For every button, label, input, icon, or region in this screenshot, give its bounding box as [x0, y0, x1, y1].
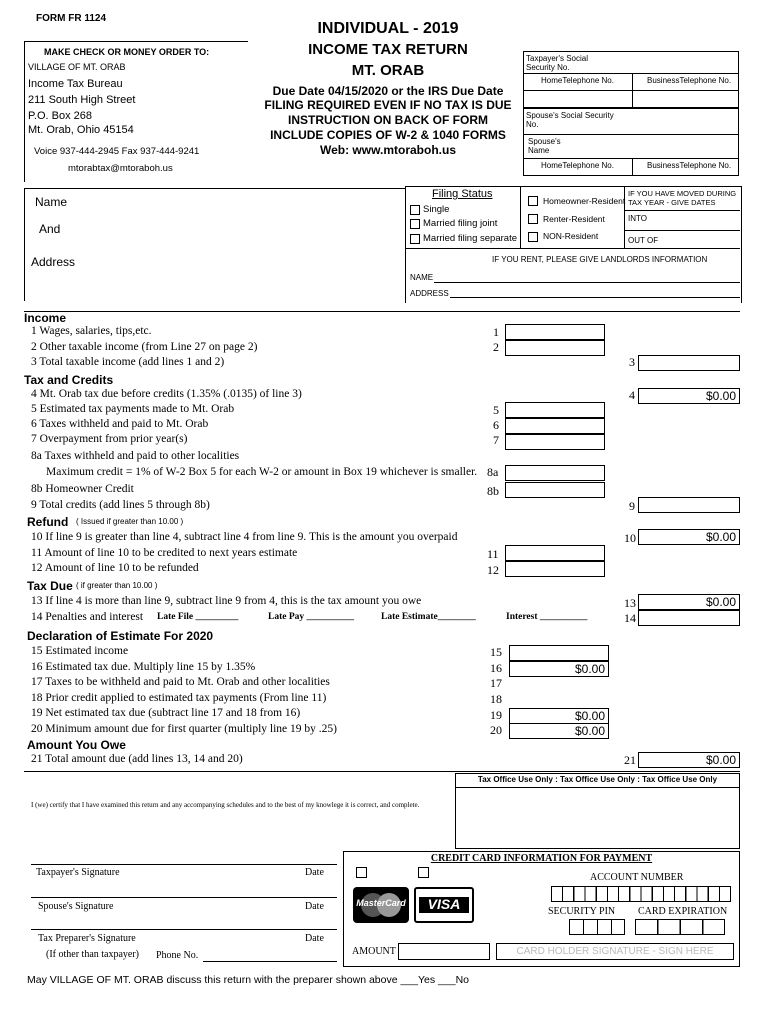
line-8b-amount[interactable]	[505, 482, 605, 498]
line-number: 16	[490, 661, 502, 675]
late-pay-field[interactable]: Late Pay __________	[268, 612, 355, 622]
preparer-other-label: (If other than taxpayer)	[46, 949, 140, 960]
line-20-amount[interactable]: $0.00	[509, 723, 609, 739]
line-number: 8b	[487, 484, 499, 498]
line-number: 7	[493, 433, 499, 447]
taxpayer-ssn-label: Taxpayer's Social Security No.	[526, 54, 588, 72]
line-number: 17	[490, 676, 502, 690]
line-8a-detail: Maximum credit = 1% of W-2 Box 5 for each W-2 or amount in Box 19 whichever is smaller.	[46, 466, 478, 478]
line-number: 8a	[487, 465, 499, 479]
amount-owe-heading: Amount You Owe	[27, 738, 126, 752]
preparer-phone-line[interactable]	[203, 961, 337, 962]
spouse-date-label: Date	[305, 901, 324, 912]
website: Web: www.mtoraboh.us	[319, 143, 456, 157]
line-number: 10	[624, 531, 636, 545]
payee-street: 211 South High Street	[28, 94, 136, 106]
late-file-field[interactable]: Late File _________	[157, 612, 239, 622]
line-21-label: 21 Total amount due (add lines 13, 14 and 20)	[31, 753, 243, 765]
estimate-heading	[27, 629, 213, 643]
include-copies: INCLUDE COPIES OF W-2 & 1040 FORMS	[270, 128, 506, 142]
homeowner-label: Homeowner-Resident	[543, 196, 626, 206]
preparer-signature-line[interactable]	[31, 929, 337, 930]
preparer-signature-label: Tax Preparer's Signature	[38, 933, 136, 944]
account-number-label: ACCOUNT NUMBER	[590, 872, 684, 883]
landlord-name-label: NAME	[410, 273, 434, 282]
line-9-amount[interactable]	[638, 497, 740, 513]
and-label: And	[39, 222, 61, 236]
line-14-amount[interactable]	[638, 610, 740, 626]
section-divider	[24, 311, 740, 312]
mastercard-logo	[353, 887, 409, 923]
line-4-amount[interactable]: $0.00	[638, 388, 740, 404]
line-number: 11	[487, 547, 499, 561]
line-15-amount[interactable]	[509, 645, 609, 661]
preparer-phone-label: Phone No.	[156, 950, 199, 961]
certification-text: I (we) certify that I have examined this return and any accompanying schedules and to the best of my knowlege it is correct, and complete.	[31, 801, 420, 809]
card-expiration-label: CARD EXPIRATION	[638, 906, 728, 917]
line-7-label: 7 Overpayment from prior year(s)	[31, 433, 188, 445]
section-divider	[24, 771, 740, 772]
address-label: Address	[31, 255, 76, 269]
line-11-amount[interactable]	[505, 545, 605, 561]
estimate-year: 2020	[186, 629, 214, 643]
tax-due-heading: Tax Due	[27, 579, 73, 593]
form-title: INDIVIDUAL - 2019	[317, 20, 459, 37]
line-number: 6	[493, 418, 499, 432]
line-10-amount[interactable]: $0.00	[638, 529, 740, 545]
spouse-signature-line[interactable]	[31, 897, 337, 898]
visa-logo	[414, 887, 474, 923]
moved-dates-label: IF YOU HAVE MOVED DURING TAX YEAR - GIVE DATES	[628, 189, 737, 207]
taxpayer-date-label: Date	[305, 867, 324, 878]
payee-city: Mt. Orab, Ohio 45154	[28, 124, 134, 136]
single-label: Single	[423, 204, 450, 215]
line-2-label: 2 Other taxable income (from Line 27 on page 2)	[31, 341, 258, 353]
line-19-amount[interactable]: $0.00	[509, 708, 609, 724]
line-number: 18	[490, 692, 502, 706]
into-label: INTO	[628, 214, 647, 223]
account-number-field[interactable]	[551, 886, 731, 902]
line-21-amount[interactable]: $0.00	[638, 752, 740, 768]
payee-village: VILLAGE OF MT. ORAB	[28, 62, 126, 72]
line-11-label: 11 Amount of line 10 to be credited to next years estimate	[31, 547, 298, 559]
payee-po-box: P.O. Box 268	[28, 110, 93, 122]
mastercard-logo-text: MasterCard	[356, 898, 406, 908]
home-phone-label-2: HomeTelephone No.	[541, 161, 614, 170]
line-number: 4	[629, 388, 635, 402]
spouse-ssn-label: Spouse's Social Security No.	[526, 111, 614, 129]
refund-note: ( Issued if greater than 10.00 )	[76, 517, 184, 526]
security-pin-field[interactable]	[569, 919, 625, 935]
line-14-label: 14 Penalties and interest	[31, 611, 144, 623]
line-8b-label: 8b Homeowner Credit	[31, 483, 134, 495]
line-8a-label: 8a Taxes withheld and paid to other localities	[31, 450, 240, 462]
mastercard-checkbox[interactable]	[356, 867, 367, 878]
line-16-label: 16 Estimated tax due. Multiply line 15 by 1.35%	[31, 661, 256, 673]
line-12-label: 12 Amount of line 10 to be refunded	[31, 562, 199, 574]
line-number: 13	[624, 596, 636, 610]
non-resident-label: NON-Resident	[543, 231, 599, 241]
line-number: 19	[490, 708, 502, 722]
landlord-name-line[interactable]	[434, 282, 740, 283]
preparer-date-label: Date	[305, 933, 324, 944]
payee-email: mtorabtax@mtoraboh.us	[68, 163, 173, 174]
credit-card-title: CREDIT CARD INFORMATION FOR PAYMENT	[430, 853, 653, 864]
visa-checkbox[interactable]	[418, 867, 429, 878]
line-15-label: 15 Estimated income	[31, 645, 129, 657]
payee-phone-fax: Voice 937-444-2945 Fax 937-444-9241	[34, 146, 200, 157]
line-number: 12	[487, 563, 499, 577]
line-20-label: 20 Minimum amount due for first quarter (multiply line 19 by .25)	[31, 723, 337, 735]
line-number: 21	[624, 753, 636, 767]
line-16-amount[interactable]: $0.00	[509, 661, 609, 677]
married-joint-checkbox[interactable]	[410, 219, 420, 229]
filing-required: FILING REQUIRED EVEN IF NO TAX IS DUE	[264, 98, 512, 112]
taxpayer-signature-label: Taxpayer's Signature	[36, 867, 120, 878]
filing-status-title: Filing Status	[432, 188, 493, 200]
security-pin-label: SECURITY PIN	[548, 906, 616, 917]
line-1-amount[interactable]	[505, 324, 605, 340]
line-3-label: 3 Total taxable income (add lines 1 and 2)	[31, 356, 225, 368]
landlord-address-line[interactable]	[450, 297, 740, 298]
interest-field[interactable]: Interest __________	[506, 612, 588, 622]
line-19-label: 19 Net estimated tax due (subtract line 17 and 18 from 16)	[31, 707, 301, 719]
discuss-with-preparer: May VILLAGE OF MT. ORAB discuss this return with the preparer shown above ___Yes ___No	[27, 974, 469, 986]
due-date: Due Date 04/15/2020 or the IRS Due Date	[272, 84, 504, 98]
line-18-label: 18 Prior credit applied to estimated tax payments (From line 11)	[31, 692, 327, 704]
estimate-heading-text: Declaration of Estimate For	[27, 629, 184, 643]
refund-heading: Refund	[27, 515, 69, 529]
tax-credits-heading: Tax and Credits	[24, 373, 114, 387]
line-10-label: 10 If line 9 is greater than line 4, subtract line 4 from line 9. This is the amount you overpaid	[31, 531, 458, 543]
line-12-amount[interactable]	[505, 561, 605, 577]
line-number: 9	[629, 499, 635, 513]
late-estimate-field[interactable]: Late Estimate________	[381, 612, 476, 622]
line-17-label: 17 Taxes to be withheld and paid to Mt. Orab and other localities	[31, 676, 330, 688]
business-phone-label-2: BusinessTelephone No.	[647, 161, 732, 170]
instruction-note: INSTRUCTION ON BACK OF FORM	[288, 113, 488, 127]
married-joint-label: Married filing joint	[423, 218, 498, 229]
form-subtitle: INCOME TAX RETURN	[308, 41, 468, 58]
spouse-signature-label: Spouse's Signature	[38, 901, 114, 912]
line-5-amount[interactable]	[505, 402, 605, 418]
line-5-label: 5 Estimated tax payments made to Mt. Orab	[31, 403, 235, 415]
tax-due-note: ( if greater than 10.00 )	[76, 581, 158, 590]
line-6-amount[interactable]	[505, 418, 605, 434]
card-expiration-field[interactable]	[635, 919, 725, 935]
amount-label: AMOUNT	[352, 946, 396, 957]
line-8a-amount[interactable]	[505, 465, 605, 481]
taxpayer-box	[24, 188, 405, 301]
line-13-amount[interactable]: $0.00	[638, 594, 740, 610]
line-13-label: 13 If line 4 is more than line 9, subtract line 9 from 4, this is the tax amount you owe	[31, 595, 422, 607]
line-3-amount[interactable]	[638, 355, 740, 371]
renter-label: Renter-Resident	[543, 214, 605, 224]
landlord-info-label: IF YOU RENT, PLEASE GIVE LANDLORDS INFORMATION	[492, 255, 708, 264]
line-number: 5	[493, 403, 499, 417]
municipality-name: MT. ORAB	[351, 62, 425, 79]
line-6-label: 6 Taxes withheld and paid to Mt. Orab	[31, 418, 209, 430]
income-heading: Income	[24, 311, 67, 325]
line-number: 20	[490, 723, 502, 737]
home-phone-label: HomeTelephone No.	[541, 76, 614, 85]
visa-logo-text: VISA	[427, 896, 461, 912]
married-separate-label: Married filing separate	[423, 233, 517, 244]
non-resident-checkbox[interactable]	[528, 232, 538, 242]
office-use-label: Tax Office Use Only : Tax Office Use Only : Tax Office Use Only	[455, 775, 740, 788]
line-number: 14	[624, 611, 636, 625]
line-9-label: 9 Total credits (add lines 5 through 8b)	[31, 499, 210, 511]
married-separate-checkbox[interactable]	[410, 234, 420, 244]
form-number: FORM FR 1124	[36, 13, 107, 24]
business-phone-label: BusinessTelephone No.	[647, 76, 732, 85]
card-signature-field[interactable]: CARD HOLDER SIGNATURE - SIGN HERE	[496, 943, 734, 960]
line-number: 3	[629, 355, 635, 369]
out-of-label: OUT OF	[628, 236, 659, 245]
single-checkbox[interactable]	[410, 205, 420, 215]
line-number: 15	[490, 645, 502, 659]
renter-checkbox[interactable]	[528, 214, 538, 224]
line-2-amount[interactable]	[505, 340, 605, 356]
make-check-label: MAKE CHECK OR MONEY ORDER TO:	[44, 47, 210, 57]
taxpayer-signature-line[interactable]	[31, 864, 337, 865]
line-1-label: 1 Wages, salaries, tips,etc.	[31, 325, 152, 337]
card-amount-field[interactable]	[398, 943, 490, 960]
line-number: 1	[493, 325, 499, 339]
line-4-label: 4 Mt. Orab tax due before credits (1.35% (.0135) of line 3)	[31, 388, 302, 400]
payee-bureau: Income Tax Bureau	[28, 78, 123, 90]
spouse-name-label: Spouse's Name	[528, 137, 561, 155]
homeowner-checkbox[interactable]	[528, 196, 538, 206]
line-number: 2	[493, 340, 499, 354]
landlord-address-label: ADDRESS	[410, 289, 449, 298]
name-label: Name	[35, 195, 68, 209]
line-7-amount[interactable]	[505, 434, 605, 450]
